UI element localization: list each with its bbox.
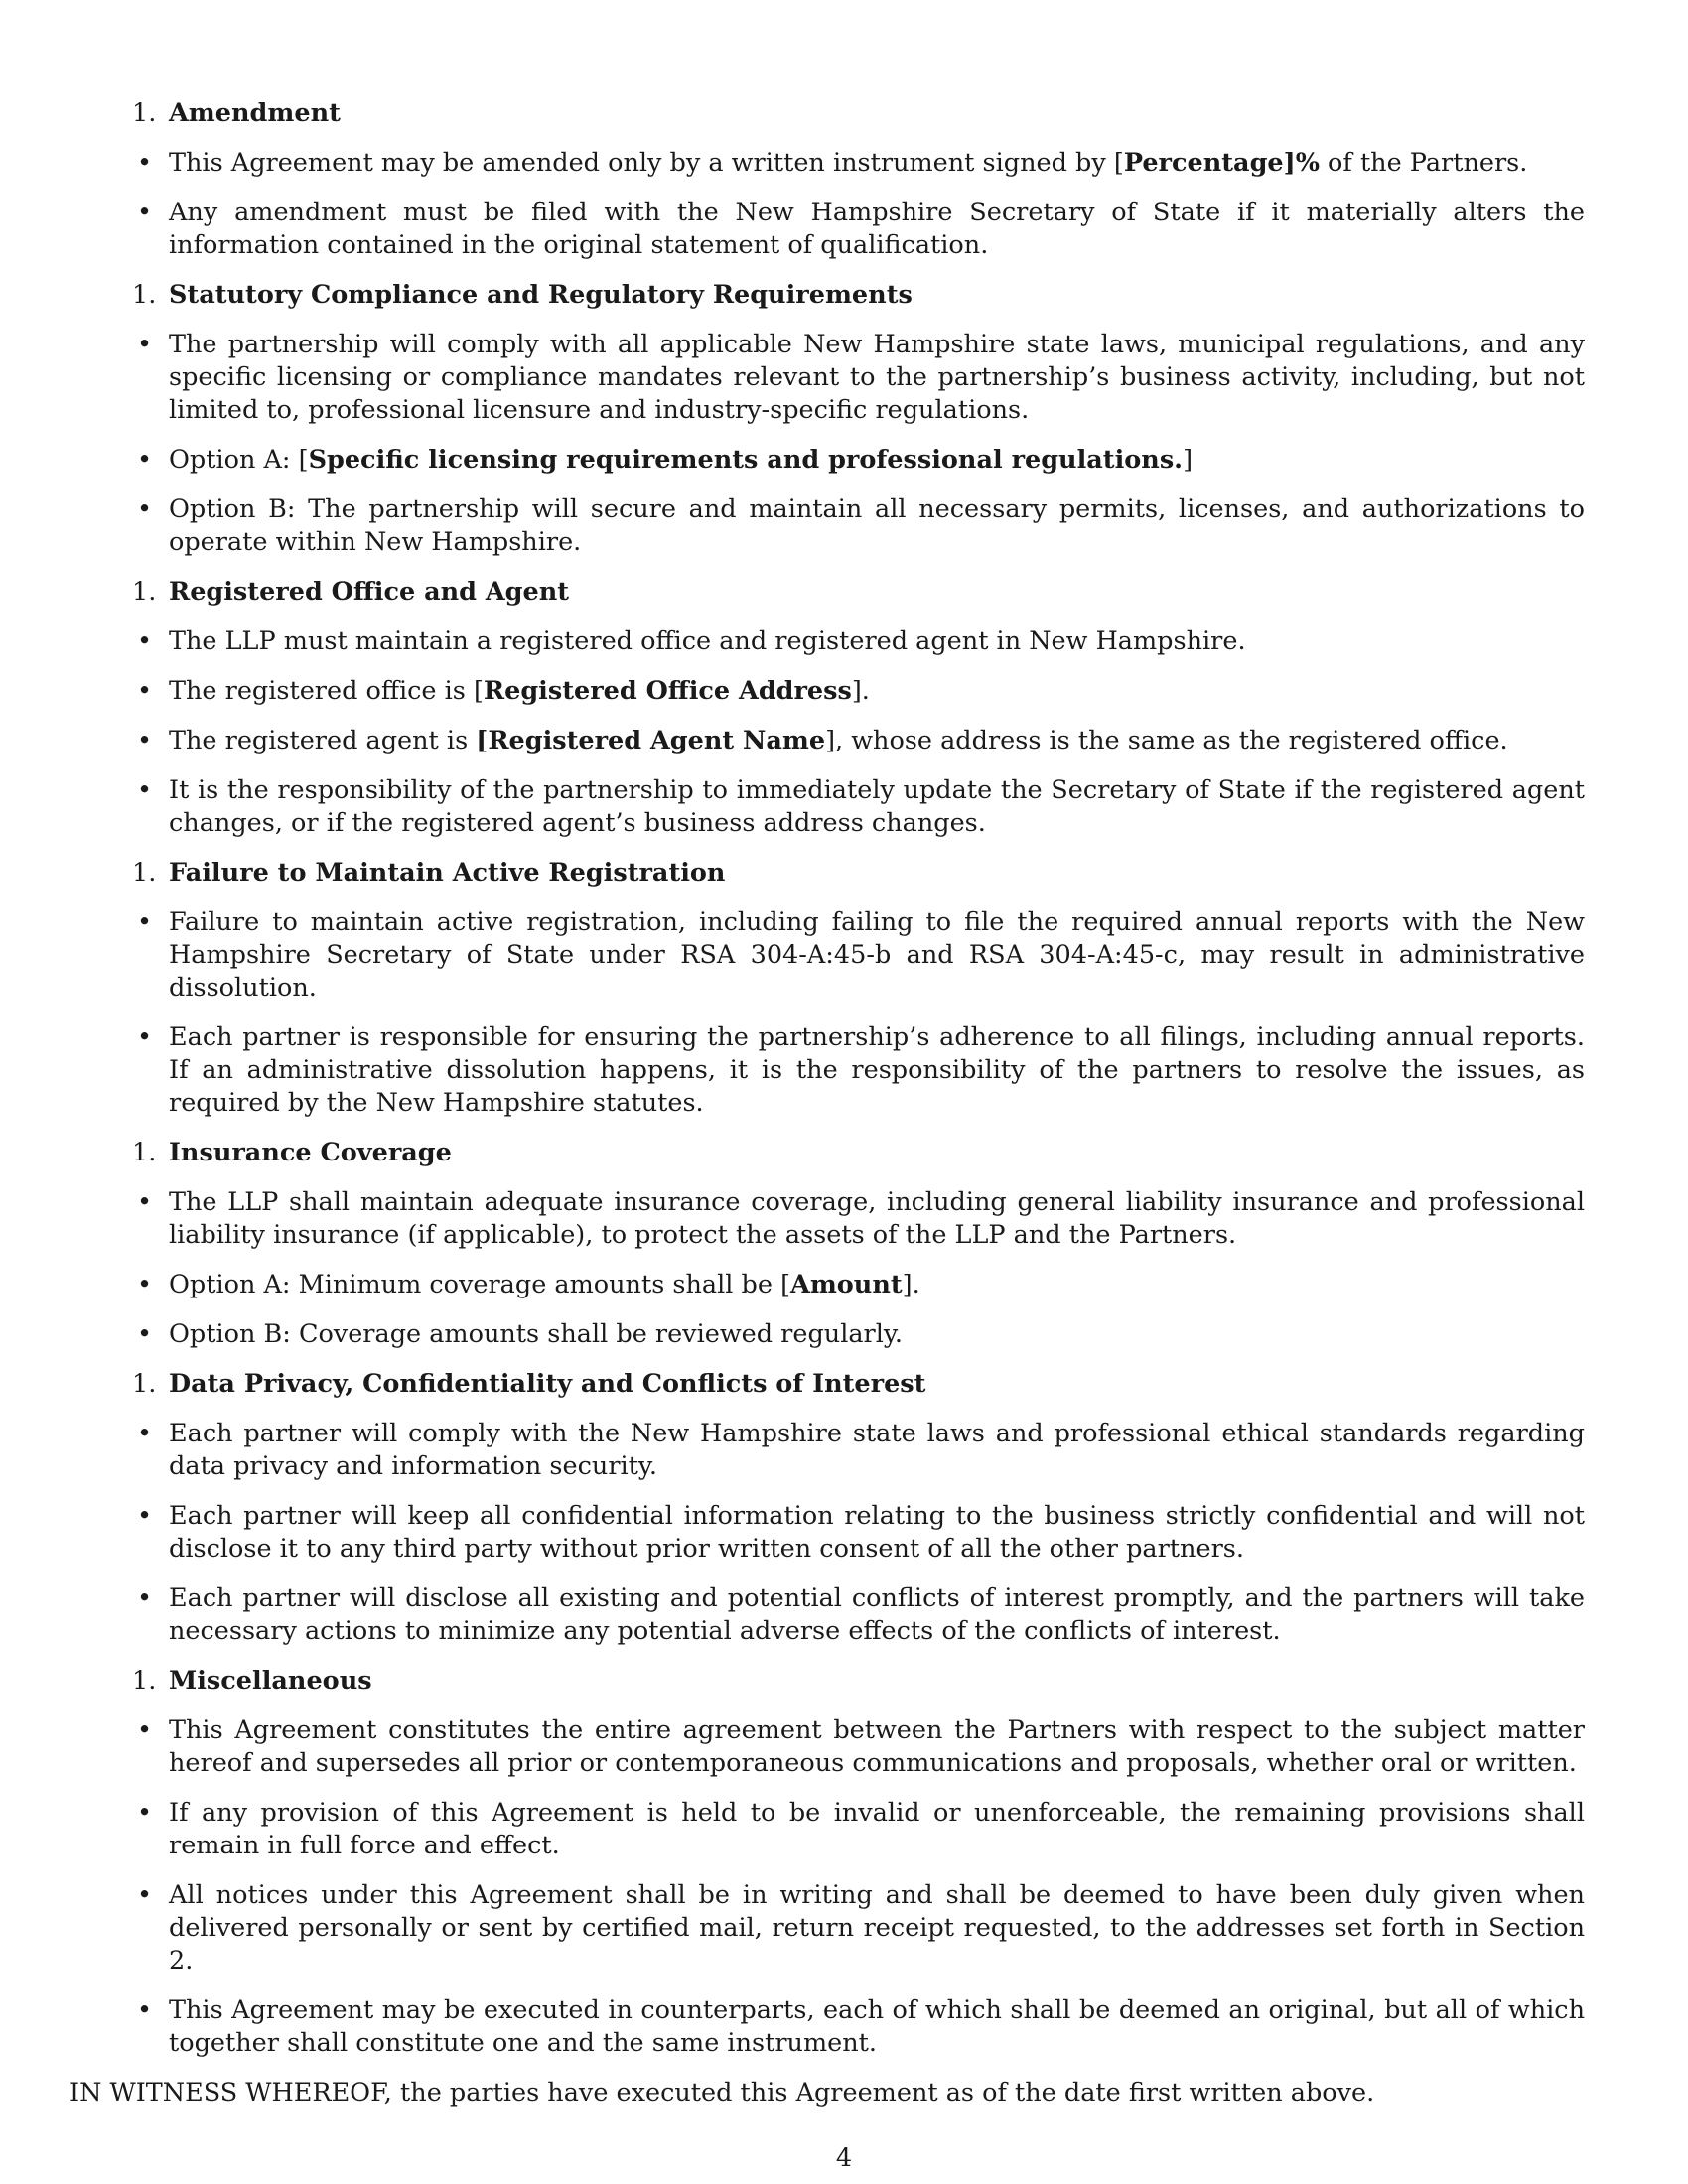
list-item-text: If any provision of this Agreement is held to be invalid or unenforceable, the remaining provisions shall remain in full force and effect. bbox=[169, 1798, 1585, 1860]
list-item-text: Option A: [ bbox=[169, 445, 309, 475]
section-number: 1. bbox=[132, 577, 157, 607]
list-item-text: It is the responsibility of the partnership to immediately update the Secretary of State if the registered agent changes, or if the registered agent’s business address changes. bbox=[169, 775, 1585, 838]
list-item bbox=[99, 197, 1585, 262]
section-number: 1. bbox=[132, 98, 157, 128]
list-item-text: Any amendment must be filed with the New Hampshire Secretary of State if it materially alters the information contained in the original statement of qualification. bbox=[169, 198, 1585, 260]
list-item bbox=[99, 1022, 1585, 1120]
list-item-text: The partnership will comply with all applicable New Hampshire state laws, municipal regulations, and any specific licensing or compliance mandates relevant to the partnership’s business activity, including, but not limited to, professional licensure and industry-specific regulations. bbox=[169, 330, 1585, 425]
list-item-text: Failure to maintain active registration, including failing to file the required annual reports with the New Hampshire Secretary of State under RSA 304-A:45-b and RSA 304-A:45-c, may result in administrative dissolution. bbox=[169, 907, 1585, 1003]
placeholder-field: Registered Office Address bbox=[483, 676, 852, 706]
list-item bbox=[99, 774, 1585, 840]
section-heading bbox=[99, 279, 1585, 312]
list-item bbox=[99, 1186, 1585, 1252]
section-heading bbox=[99, 97, 1585, 130]
section-title: Insurance Coverage bbox=[169, 1138, 452, 1167]
section-number: 1. bbox=[132, 1369, 157, 1399]
list-item-text: ]. bbox=[851, 676, 870, 706]
list-item-text: Each partner is responsible for ensuring the partnership’s adherence to all filings, including annual reports. If an administrative dissolution happens, it is the responsibility of the partners to resolve the issues, as required by the New Hampshire statutes. bbox=[169, 1023, 1585, 1118]
list-item bbox=[99, 1500, 1585, 1566]
list-item bbox=[99, 675, 1585, 708]
section-title: Statutory Compliance and Regulatory Requirements bbox=[169, 280, 913, 310]
list-item bbox=[99, 493, 1585, 559]
list-item-text: Each partner will comply with the New Hampshire state laws and professional ethical standards regarding data privacy and information security. bbox=[169, 1419, 1585, 1481]
section-number: 1. bbox=[132, 858, 157, 887]
witness-clause: IN WITNESS WHEREOF, the parties have executed this Agreement as of the date first written above. bbox=[70, 2078, 1375, 2108]
list-item-text: ], whose address is the same as the registered office. bbox=[825, 726, 1508, 755]
list-item-text: All notices under this Agreement shall be in writing and shall be deemed to have been duly given when delivered personally or sent by certified mail, return receipt requested, to the addresses set forth in Section 2. bbox=[169, 1880, 1585, 1976]
section-heading bbox=[99, 857, 1585, 889]
list-item-text: Option A: Minimum coverage amounts shall be [ bbox=[169, 1270, 791, 1299]
list-item bbox=[99, 1879, 1585, 1978]
list-item-text: Option B: Coverage amounts shall be reviewed regularly. bbox=[169, 1319, 904, 1349]
section-heading bbox=[99, 1137, 1585, 1169]
section-heading bbox=[99, 576, 1585, 609]
section-title: Registered Office and Agent bbox=[169, 577, 570, 607]
section-number: 1. bbox=[132, 1138, 157, 1167]
section-title: Amendment bbox=[169, 98, 341, 128]
list-item bbox=[99, 1582, 1585, 1648]
placeholder-field: Specific licensing requirements and professional regulations. bbox=[308, 445, 1184, 475]
list-item bbox=[99, 147, 1585, 180]
list-item bbox=[99, 1797, 1585, 1862]
list-item-text: Option B: The partnership will secure and maintain all necessary permits, licenses, and authorizations to operate within New Hampshire. bbox=[169, 494, 1585, 557]
list-item bbox=[99, 1318, 1585, 1351]
section-title: Data Privacy, Confidentiality and Conflicts of Interest bbox=[169, 1369, 926, 1399]
list-item bbox=[99, 444, 1585, 477]
section-title: Failure to Maintain Active Registration bbox=[169, 858, 726, 887]
list-item-text: This Agreement may be amended only by a written instrument signed by bbox=[169, 148, 1114, 178]
list-item-text: This Agreement may be executed in counterparts, each of which shall be deemed an original, but all of which together shall constitute one and the same instrument. bbox=[169, 1995, 1585, 2058]
list-item-text: The LLP must maintain a registered office and registered agent in New Hampshire. bbox=[169, 626, 1246, 656]
section-heading bbox=[99, 1665, 1585, 1698]
section-heading bbox=[99, 1368, 1585, 1401]
document-body bbox=[70, 97, 1585, 2110]
placeholder-field: Percentage bbox=[1123, 148, 1284, 178]
list-item-text: Each partner will disclose all existing and potential conflicts of interest promptly, and the partners will take necessary actions to minimize any potential adverse effects of the conflicts of interest. bbox=[169, 1583, 1585, 1646]
list-item bbox=[99, 1418, 1585, 1483]
section-number: 1. bbox=[132, 280, 157, 310]
list-item-text: Each partner will keep all confidential information relating to the business strictly confidential and will not disclose it to any third party without prior written consent of all the other partners. bbox=[169, 1501, 1585, 1564]
section-title: Miscellaneous bbox=[169, 1666, 372, 1696]
placeholder-field: [Registered Agent Name bbox=[476, 726, 826, 755]
list-item bbox=[99, 625, 1585, 658]
list-item-text: ] bbox=[1183, 445, 1194, 475]
section-number: 1. bbox=[132, 1666, 157, 1696]
list-item bbox=[99, 1994, 1585, 2060]
list-item bbox=[99, 1714, 1585, 1780]
list-item-text: [ bbox=[1113, 148, 1124, 178]
list-item-text: The registered agent is bbox=[169, 726, 477, 755]
list-item bbox=[99, 906, 1585, 1005]
list-item-text: ]. bbox=[902, 1270, 920, 1299]
list-item bbox=[99, 1269, 1585, 1301]
list-item-text: The registered office is [ bbox=[169, 676, 484, 706]
list-item-text: This Agreement constitutes the entire agreement between the Partners with respect to the subject matter hereof and supersedes all prior or contemporaneous communications and proposals, whether oral or written. bbox=[169, 1715, 1585, 1778]
placeholder-field: Amount bbox=[790, 1270, 903, 1299]
placeholder-field: ]% bbox=[1283, 148, 1320, 178]
list-item bbox=[99, 329, 1585, 427]
list-item-text: The LLP shall maintain adequate insurance coverage, including general liability insurance and professional liability insurance (if applicable), to protect the assets of the LLP and the Partners. bbox=[169, 1187, 1585, 1250]
list-item bbox=[99, 725, 1585, 757]
list-item-text: of the Partners. bbox=[1319, 148, 1528, 178]
page-number: 4 bbox=[835, 2143, 853, 2173]
